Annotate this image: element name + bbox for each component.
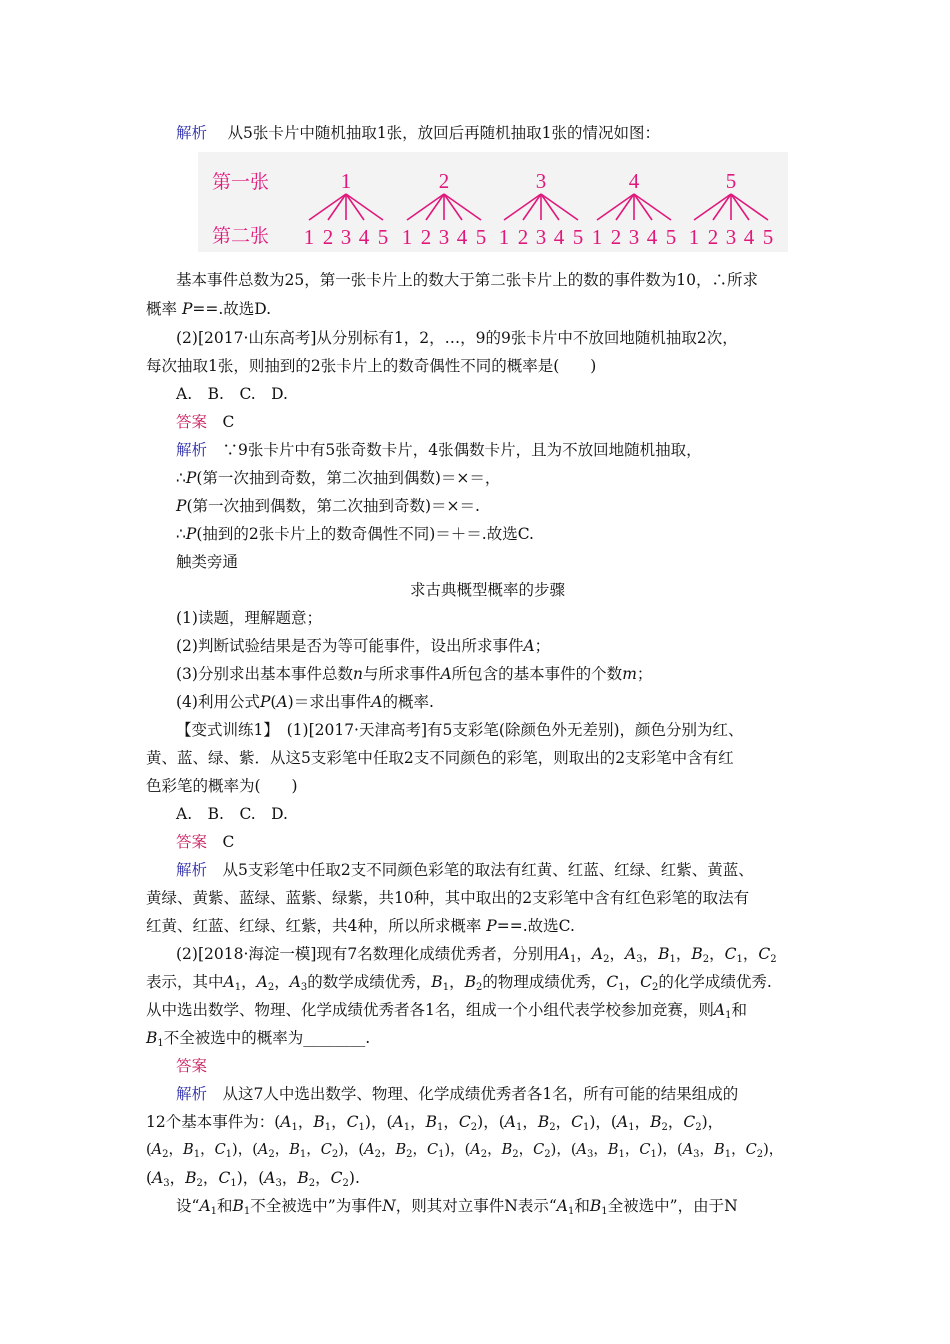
answer-line	[176, 411, 234, 433]
answer-value: C	[222, 833, 235, 851]
tree-second-number: 5	[572, 225, 584, 249]
tree-second-number: 2	[610, 225, 622, 249]
answer-line	[176, 1055, 207, 1077]
solution-line: 黄绿、黄紫、蓝绿、蓝紫、绿紫，共10种，其中取出的2支彩笔中含有红色彩笔的取法有	[146, 889, 750, 907]
exercise-line: 表示，其中$A_1$，$A_2$，$A_3$的数学成绩优秀，$B_1$，$B_2$的物理成绩优秀，$C_1$，$C_2$的化学成绩优秀.	[146, 973, 772, 993]
solution-text: 从5张卡片中随机抽取1张，放回后再随机抽取1张的情况如图：	[227, 124, 661, 142]
paragraph-line: 概率 P==.故选D.	[146, 300, 272, 318]
tree-second-number: 5	[762, 225, 774, 249]
section-label: 触类旁通	[176, 553, 239, 571]
tree-background	[198, 152, 788, 252]
tree-first-number: 1	[340, 169, 352, 193]
exercise-line: 黄、蓝、绿、紫．从这5支彩笔中任取2支不同颜色的彩笔，则取出的2支彩笔中含有红	[146, 749, 734, 767]
solution-text: ∵9张卡片中有5张奇数卡片，4张偶数卡片，且为不放回地随机抽取，	[222, 441, 702, 459]
tree-second-number: 5	[665, 225, 677, 249]
steps-title: 求古典概型概率的步骤	[410, 581, 566, 599]
tree-first-number: 5	[725, 169, 737, 193]
question-line: 每次抽取1张，则抽到的2张卡片上的数奇偶性不同的概率是( )	[146, 357, 597, 375]
tree-second-number: 5	[377, 225, 389, 249]
solution-line	[176, 122, 660, 144]
row2-label: 第二张	[212, 226, 270, 247]
step-item: (3)分别求出基本事件总数n与所求事件A所包含的基本事件的个数m；	[176, 665, 653, 683]
answer-label: 答案	[176, 1057, 208, 1075]
tree-second-number: 3	[628, 225, 640, 249]
options-line: A. B. C. D.	[176, 385, 288, 403]
tree-second-number: 4	[358, 225, 370, 249]
solution-line: ($A_3$，$B_2$，$C_1$)，($A_3$，$B_2$，$C_2$).	[146, 1169, 360, 1189]
answer-label: 答案	[176, 833, 208, 851]
tree-second-number: 1	[303, 225, 315, 249]
tree-first-number: 4	[628, 169, 640, 193]
solution-label: 解析	[176, 861, 208, 879]
exercise-line: 从中选出数学、物理、化学成绩优秀者各1名，组成一个小组代表学校参加竞赛，则$A_1$和	[146, 1001, 747, 1021]
solution-line: ∴P(抽到的2张卡片上的数奇偶性不同)＝＋＝.故选C.	[176, 525, 534, 543]
exercise-line: 【变式训练1】 (1)[2017·天津高考]有5支彩笔(除颜色外无差别)，颜色分别为红、	[176, 721, 744, 739]
tree-second-number: 2	[517, 225, 529, 249]
exercise-line: $B_1$不全被选中的概率为________.	[146, 1029, 371, 1049]
tree-diagram	[198, 152, 788, 252]
tree-second-number: 4	[456, 225, 468, 249]
tree-second-number: 1	[688, 225, 700, 249]
step-item: (4)利用公式P(A)＝求出事件A的概率.	[176, 693, 434, 711]
solution-label: 解析	[176, 124, 208, 142]
tree-second-number: 4	[743, 225, 755, 249]
tree-second-number: 2	[707, 225, 719, 249]
solution-text: 从这7人中选出数学、物理、化学成绩优秀者各1名，所有可能的结果组成的	[222, 1085, 739, 1103]
tree-second-number: 2	[322, 225, 334, 249]
tree-second-number: 3	[438, 225, 450, 249]
answer-label: 答案	[176, 413, 208, 431]
solution-line	[176, 1083, 738, 1105]
tree-second-number: 2	[420, 225, 432, 249]
solution-line: P(第一次抽到偶数，第二次抽到奇数)＝×＝.	[176, 497, 480, 515]
tree-second-number: 3	[340, 225, 352, 249]
solution-line: ($A_2$，$B_1$，$C_1$)，($A_2$，$B_1$，$C_2$)，($A_2$，$B_2$，$C_1$)，($A_2$，$B_2$，$C_2$)，($A_3$，$B_1$，$C_1$)，($A_3$，$B_1$，$C_2$)，	[146, 1142, 784, 1160]
answer-line	[176, 831, 234, 853]
solution-line	[176, 859, 754, 881]
tree-second-number: 1	[401, 225, 413, 249]
solution-label: 解析	[176, 1085, 208, 1103]
solution-line: 红黄、红蓝、红绿、红紫，共4种，所以所求概率 P==.故选C.	[146, 917, 575, 935]
tree-second-number: 3	[535, 225, 547, 249]
row1-label: 第一张	[212, 172, 270, 193]
exercise-line: 色彩笔的概率为( )	[146, 777, 298, 795]
question-line: (2)[2017·山东高考]从分别标有1，2，…，9的9张卡片中不放回地随机抽取2次，	[176, 329, 738, 347]
exercise-line: (2)[2018·海淀一模]现有7名数理化成绩优秀者，分别用$A_1$，$A_2$，$A_3$，$B_1$，$B_2$，$C_1$，$C_2$	[176, 945, 777, 965]
tree-second-number: 5	[475, 225, 487, 249]
tree-second-number: 3	[725, 225, 737, 249]
solution-line: 设“$A_1$和$B_1$不全被选中”为事件N，则其对立事件N表示“$A_1$和$B_1$全被选中”，由于N	[176, 1197, 738, 1217]
answer-value: C	[222, 413, 235, 431]
step-item: (1)读题，理解题意；	[176, 609, 322, 627]
tree-first-number: 2	[438, 169, 450, 193]
tree-first-number: 3	[535, 169, 547, 193]
solution-text: 从5支彩笔中任取2支不同颜色彩笔的取法有红黄、红蓝、红绿、红紫、黄蓝、	[222, 861, 754, 879]
tree-second-number: 1	[498, 225, 510, 249]
solution-line	[176, 439, 702, 461]
solution-line: 12个基本事件为：($A_1$，$B_1$，$C_1$)，($A_1$，$B_1$，$C_2$)，($A_1$，$B_2$，$C_1$)，($A_1$，$B_2$，$C_2$)，	[146, 1113, 724, 1133]
tree-second-number: 4	[646, 225, 658, 249]
paragraph-line: 基本事件总数为25，第一张卡片上的数大于第二张卡片上的数的事件数为10，∴所求	[176, 271, 758, 289]
step-item: (2)判断试验结果是否为等可能事件，设出所求事件A；	[176, 637, 551, 655]
solution-label: 解析	[176, 441, 208, 459]
options-line: A. B. C. D.	[176, 805, 288, 823]
tree-second-number: 4	[553, 225, 565, 249]
tree-second-number: 1	[591, 225, 603, 249]
solution-line: ∴P(第一次抽到奇数，第二次抽到偶数)＝×＝，	[176, 469, 501, 487]
